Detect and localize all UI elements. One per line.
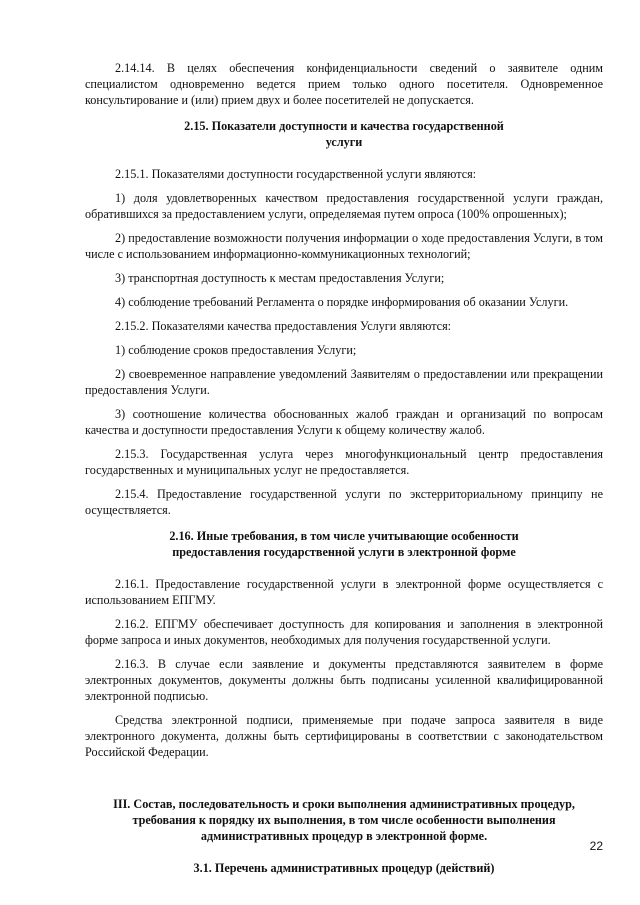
- list-item-2-15-2-1: 1) соблюдение сроков предоставления Услуги;: [115, 343, 357, 357]
- section-2-16-title-line1: 2.16. Иные требования, в том числе учитывающие особенности: [169, 529, 519, 543]
- section-3-title-line2: требования к порядку их выполнения, в том числе особенности выполнения: [132, 813, 556, 827]
- section-2-15-title-line2: услуги: [325, 135, 363, 149]
- paragraph-2-15-2: 2.15.2. Показателями качества предоставления Услуги являются:: [115, 319, 452, 333]
- list-item-2-15-1-3: 3) транспортная доступность к местам предоставления Услуги;: [115, 271, 445, 285]
- section-2-15-heading: [85, 118, 603, 150]
- list-item-2-15-1-1: 1) доля удовлетворенных качеством предоставления государственной услуги граждан, обратившихся за предоставлением услуги, определяемая путем опроса (100% опрошенных);: [85, 191, 603, 221]
- paragraph-2-15-3: 2.15.3. Государственная услуга через многофункциональный центр предоставления государственных и муниципальных услуг не предоставляется.: [85, 447, 603, 477]
- list-item-2-15-2-3: 3) соотношение количества обоснованных жалоб граждан и организаций по вопросам качества и доступности предоставления Услуги к общему количеству жалоб.: [85, 407, 603, 437]
- paragraph-2-15-1: 2.15.1. Показателями доступности государственной услуги являются:: [115, 167, 477, 181]
- paragraph-2-16-2: 2.16.2. ЕПГМУ обеспечивает доступность для копирования и заполнения в электронной форме запроса и иных документов, необходимых для получения государственной услуги.: [85, 617, 603, 647]
- section-3-heading: [85, 796, 603, 844]
- section-2-15-title-line1: 2.15. Показатели доступности и качества государственной: [184, 119, 504, 133]
- section-3-1-title: 3.1. Перечень административных процедур (действий): [193, 861, 495, 875]
- section-3-title-line1: III. Состав, последовательность и сроки выполнения административных процедур,: [113, 797, 575, 811]
- list-item-2-15-2-2: 2) своевременное направление уведомлений Заявителям о предоставлении или прекращении предоставления Услуги.: [85, 367, 603, 397]
- section-2-16-title-line2: предоставления государственной услуги в электронной форме: [172, 545, 516, 559]
- list-item-2-15-1-2: 2) предоставление возможности получения информации о ходе предоставления Услуги, в том числе с использованием информационно-коммуникационных технологий;: [85, 231, 603, 261]
- list-item-2-15-1-4: 4) соблюдение требований Регламента о порядке информирования об оказании Услуги.: [115, 295, 569, 309]
- paragraph-2-16-3: 2.16.3. В случае если заявление и документы представляются заявителем в форме электронных документов, документы должны быть подписаны усиленной квалифицированной электронной подписью.: [85, 657, 603, 703]
- page-number: 22: [589, 839, 603, 853]
- paragraph-electronic-signature: Средства электронной подписи, применяемые при подаче запроса заявителя в виде электронного документа, должны быть сертифицированы в соответствии с законодательством Российской Федерации.: [85, 713, 603, 759]
- paragraph-2-14-14: 2.14.14. В целях обеспечения конфиденциальности сведений о заявителе одним специалистом одновременно ведется прием только одного посетителя. Одновременное консультирование и (или) прием двух и более посетителей не допускается.: [85, 61, 603, 107]
- section-3-title-line3: административных процедур в электронной форме.: [200, 829, 488, 843]
- section-2-16-heading: [85, 528, 603, 560]
- paragraph-2-16-1: 2.16.1. Предоставление государственной услуги в электронной форме осуществляется с использованием ЕПГМУ.: [85, 577, 603, 607]
- paragraph-2-15-4: 2.15.4. Предоставление государственной услуги по экстерриториальному принципу не осуществляется.: [85, 487, 603, 517]
